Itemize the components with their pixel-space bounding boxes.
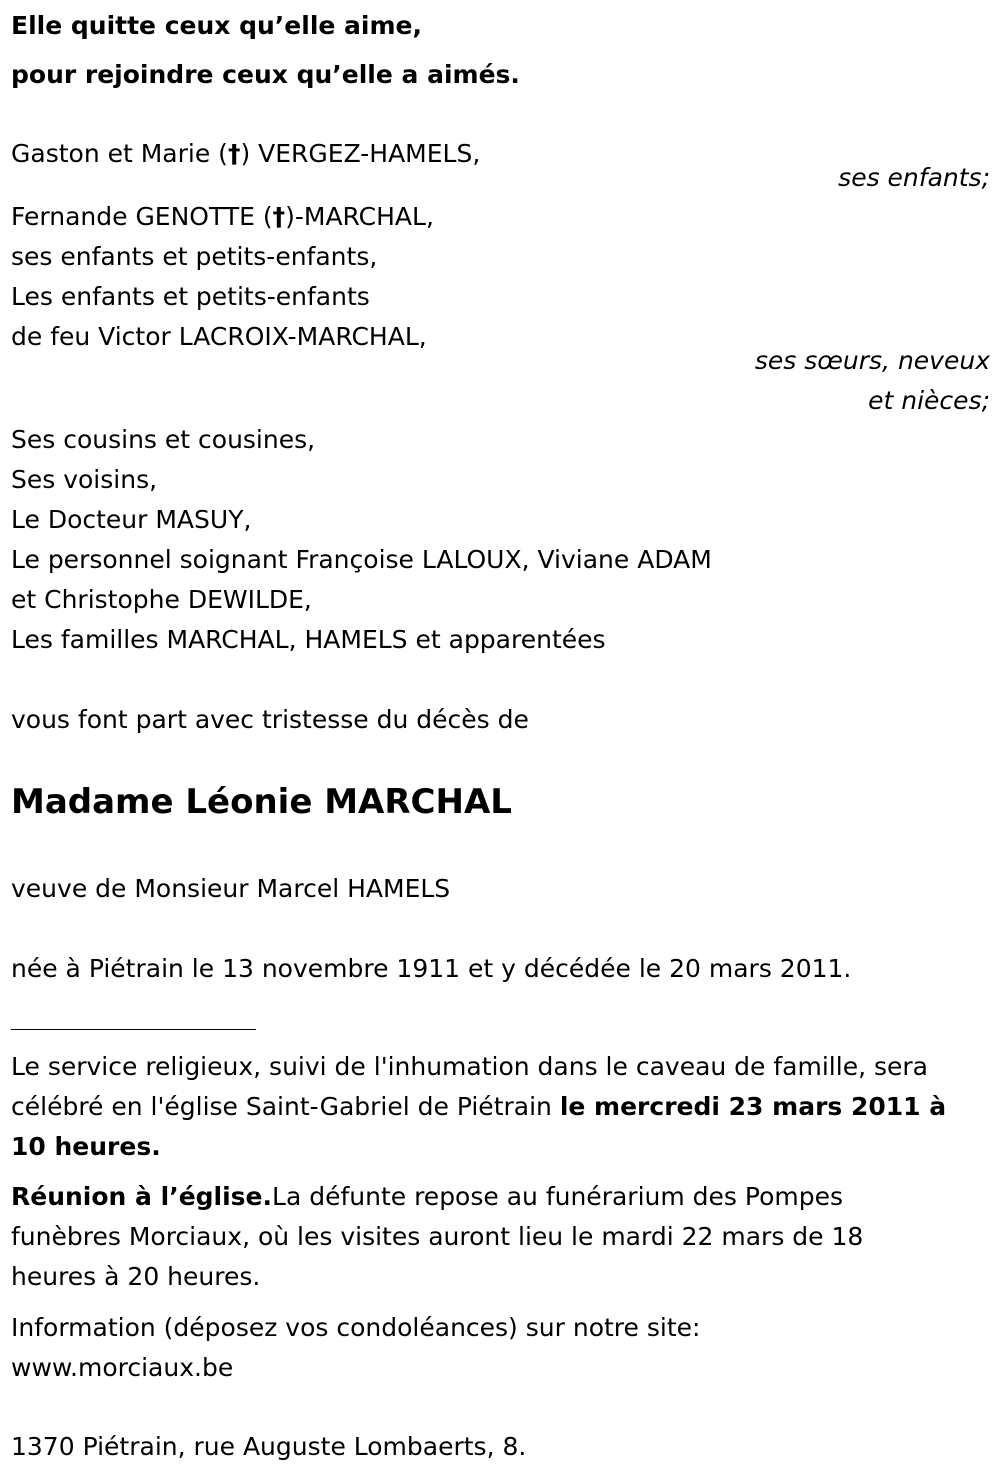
other-mourner: Les familles MARCHAL, HAMELS et apparentées (11, 625, 606, 654)
announcement: vous font part avec tristesse du décès de (11, 705, 529, 734)
service-date: le mercredi 23 mars 2011 à (559, 1092, 947, 1121)
divider (11, 1029, 256, 1030)
other-mourner: Le Docteur MASUY, (11, 505, 252, 534)
family-genotte-children: ses enfants et petits-enfants, (11, 242, 378, 271)
epigraph-line-2: pour rejoindre ceux qu’elle a aimés. (11, 60, 520, 89)
family-siblings-role-1: ses sœurs, neveux (754, 346, 990, 375)
family-vergez: Gaston et Marie (†) VERGEZ-HAMELS, (11, 139, 481, 168)
visits-line-2: funèbres Morciaux, où les visites auront lieu le mardi 22 mars de 18 (11, 1222, 864, 1251)
service-line-1: Le service religieux, suivi de l'inhumation dans le caveau de famille, sera (11, 1052, 928, 1081)
cross-icon: † (227, 139, 241, 168)
deceased-dates: née à Piétrain le 13 novembre 1911 et y décédée le 20 mars 2011. (11, 954, 852, 983)
family-genotte: Fernande GENOTTE (†)-MARCHAL, (11, 202, 434, 231)
deceased-widow: veuve de Monsieur Marcel HAMELS (11, 874, 451, 903)
service-time: 10 heures. (11, 1132, 161, 1161)
family-siblings-role-2: et nièces; (868, 386, 990, 415)
service-line-2: célébré en l'église Saint-Gabriel de Piétrain le mercredi 23 mars 2011 à (11, 1092, 947, 1121)
cross-icon: † (272, 202, 286, 231)
visits-reunion: Réunion à l’église. (11, 1182, 273, 1211)
other-mourner: Le personnel soignant Françoise LALOUX, Viviane ADAM (11, 545, 712, 574)
other-mourner: Ses voisins, (11, 465, 158, 494)
family-lacroix-line-1: Les enfants et petits-enfants (11, 282, 370, 311)
info-line: Information (déposez vos condoléances) sur notre site: (11, 1313, 701, 1342)
deceased-name: Madame Léonie MARCHAL (11, 782, 512, 822)
address: 1370 Piétrain, rue Auguste Lombaerts, 8. (11, 1432, 527, 1461)
other-mourner: et Christophe DEWILDE, (11, 585, 312, 614)
visits-line-3: heures à 20 heures. (11, 1262, 261, 1291)
family-vergez-role: ses enfants; (838, 163, 990, 192)
other-mourner: Ses cousins et cousines, (11, 425, 316, 454)
website-link[interactable]: www.morciaux.be (11, 1353, 234, 1382)
visits-line-1: Réunion à l’église.La défunte repose au funérarium des Pompes (11, 1182, 843, 1211)
family-lacroix-line-2: de feu Victor LACROIX-MARCHAL, (11, 322, 427, 351)
epigraph-line-1: Elle quitte ceux qu’elle aime, (11, 11, 422, 40)
